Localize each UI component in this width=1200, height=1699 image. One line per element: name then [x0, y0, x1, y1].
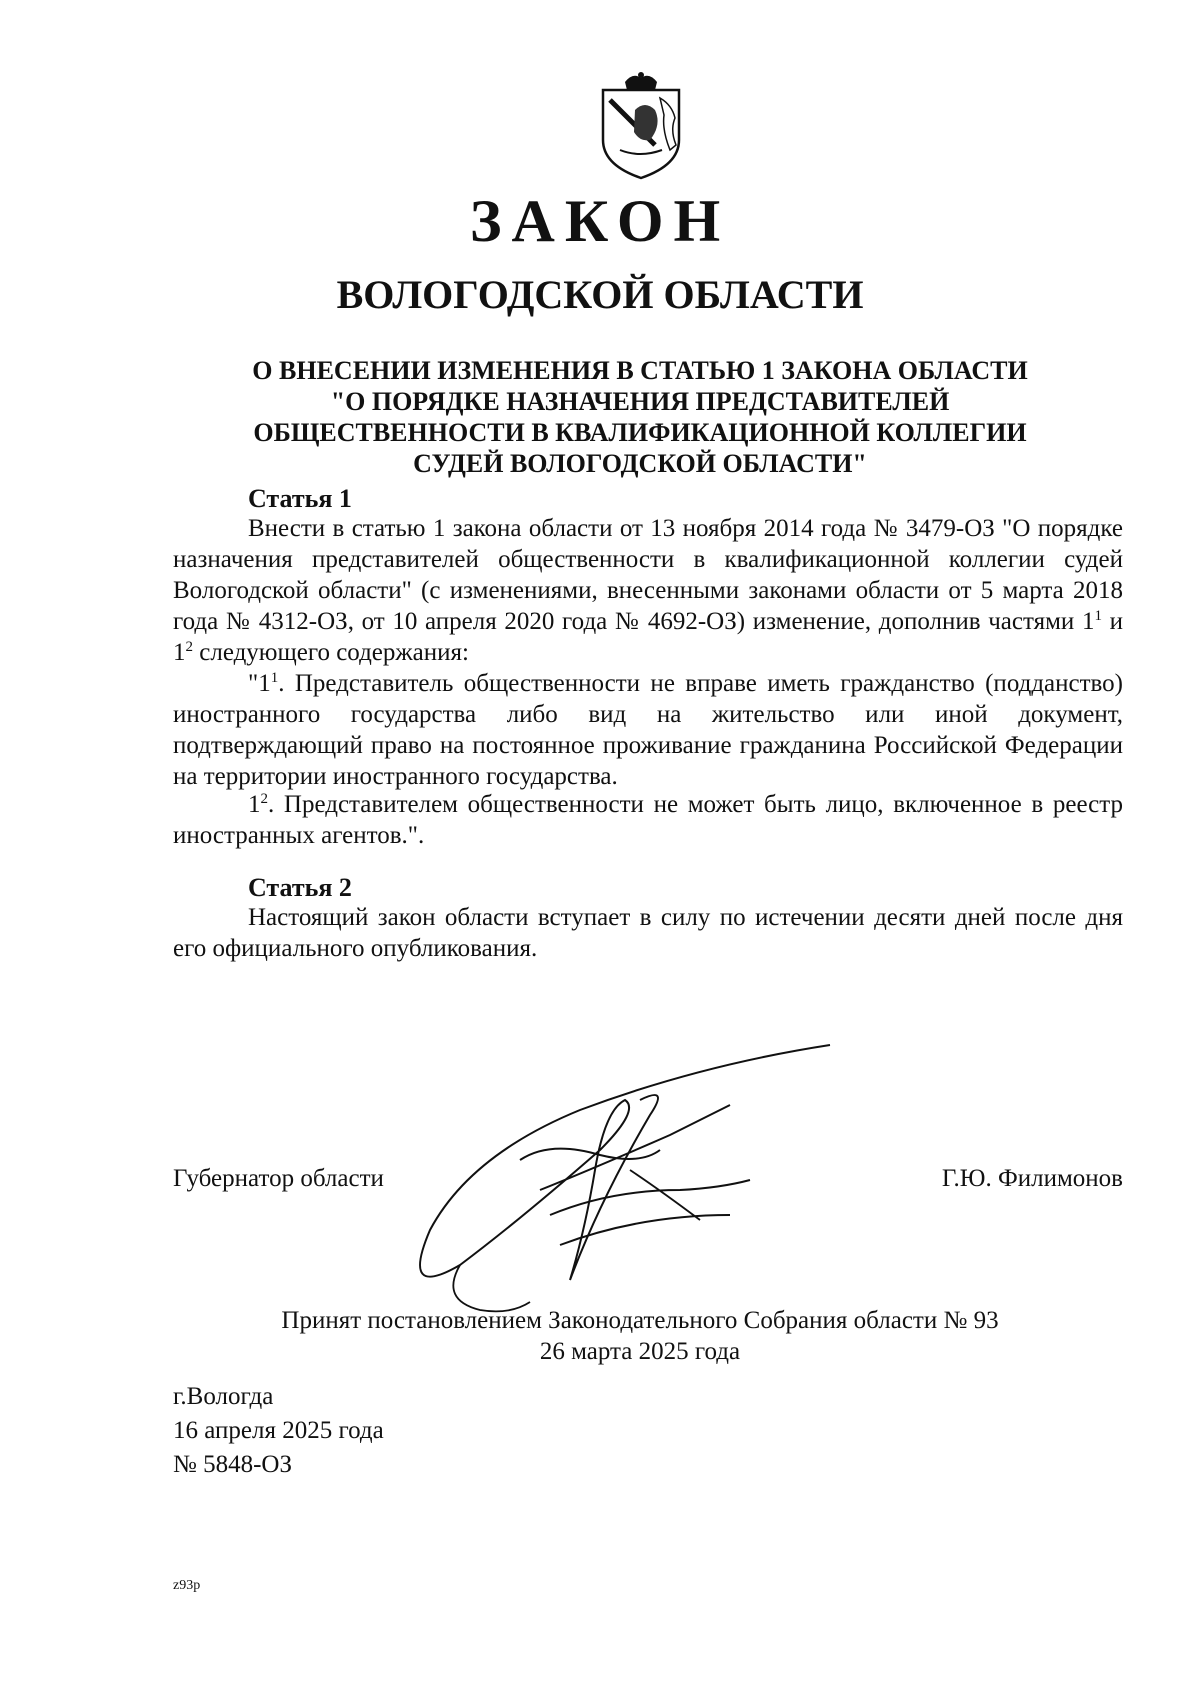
- superscript: 2: [185, 639, 193, 655]
- law-name-line: ОБЩЕСТВЕННОСТИ В КВАЛИФИКАЦИОННОЙ КОЛЛЕГИИ: [253, 418, 1027, 447]
- adoption-line: Принят постановлением Законодательного Собрания области № 93: [281, 1307, 999, 1334]
- place-date-block: [173, 1380, 384, 1482]
- part-2-prefix: 1: [248, 791, 261, 818]
- document-subtitle: ВОЛОГОДСКОЙ ОБЛАСТИ: [336, 272, 864, 317]
- adoption-info: [200, 1305, 1080, 1367]
- article-1-part-2: [173, 789, 1123, 851]
- article-1-intro: [173, 513, 1123, 668]
- document-title: ЗАКОН: [469, 188, 731, 254]
- superscript: 2: [260, 791, 268, 807]
- signing-date: 16 апреля 2025 года: [173, 1417, 384, 1444]
- article-1-intro-mid: и 1: [173, 608, 1123, 666]
- part-1-text: . Представитель общественности не вправе иметь гражданство (подданство) иностранного государства либо вид на жительство или иной документ, подтверждающий право на постоянное проживание гражданина Российской Федерации на территории иностранного государства.: [173, 670, 1123, 790]
- article-2-text: Настоящий закон области вступает в силу по истечении десяти дней после дня его официального опубликования.: [173, 904, 1123, 962]
- part-2-text: . Представителем общественности не может быть лицо, включенное в реестр иностранных агентов.".: [173, 791, 1123, 849]
- article-1-intro-end: следующего содержания:: [193, 639, 469, 666]
- part-1-prefix: "1: [248, 670, 271, 697]
- coat-of-arms-emblem: [600, 70, 682, 180]
- law-name-line: СУДЕЙ ВОЛОГОДСКОЙ ОБЛАСТИ": [413, 449, 867, 478]
- footer-code: z93p: [173, 1578, 201, 1593]
- adoption-date: 26 марта 2025 года: [539, 1338, 741, 1365]
- article-2-heading: Статья 2: [248, 873, 352, 902]
- law-number: № 5848-ОЗ: [173, 1451, 293, 1478]
- superscript: 1: [270, 670, 279, 686]
- city: г.Вологда: [173, 1383, 274, 1410]
- article-1-intro-text: Внести в статью 1 закона области от 13 ноября 2014 года № 3479-ОЗ "О порядке назначения представителей общественности в квалификационной коллегии судей Вологодской области" (с изменениями, внесенными законами области от 5 марта 2018 года № 4312-ОЗ, от 10 апреля 2020 года № 4692-ОЗ) изменение, дополнив частями 1: [173, 515, 1123, 635]
- article-1-part-1: [173, 668, 1123, 792]
- law-name-line: "О ПОРЯДКЕ НАЗНАЧЕНИЯ ПРЕДСТАВИТЕЛЕЙ: [330, 387, 950, 416]
- signatory-name: Г.Ю. Филимонов: [941, 1165, 1123, 1192]
- article-1-heading: Статья 1: [248, 484, 352, 513]
- superscript: 1: [1094, 608, 1102, 624]
- law-name-line: О ВНЕСЕНИИ ИЗМЕНЕНИЯ В СТАТЬЮ 1 ЗАКОНА ОБЛАСТИ: [252, 356, 1028, 385]
- law-name: [200, 355, 1080, 479]
- signatory-position: Губернатор области: [173, 1165, 384, 1192]
- handwritten-signature: [400, 1040, 920, 1340]
